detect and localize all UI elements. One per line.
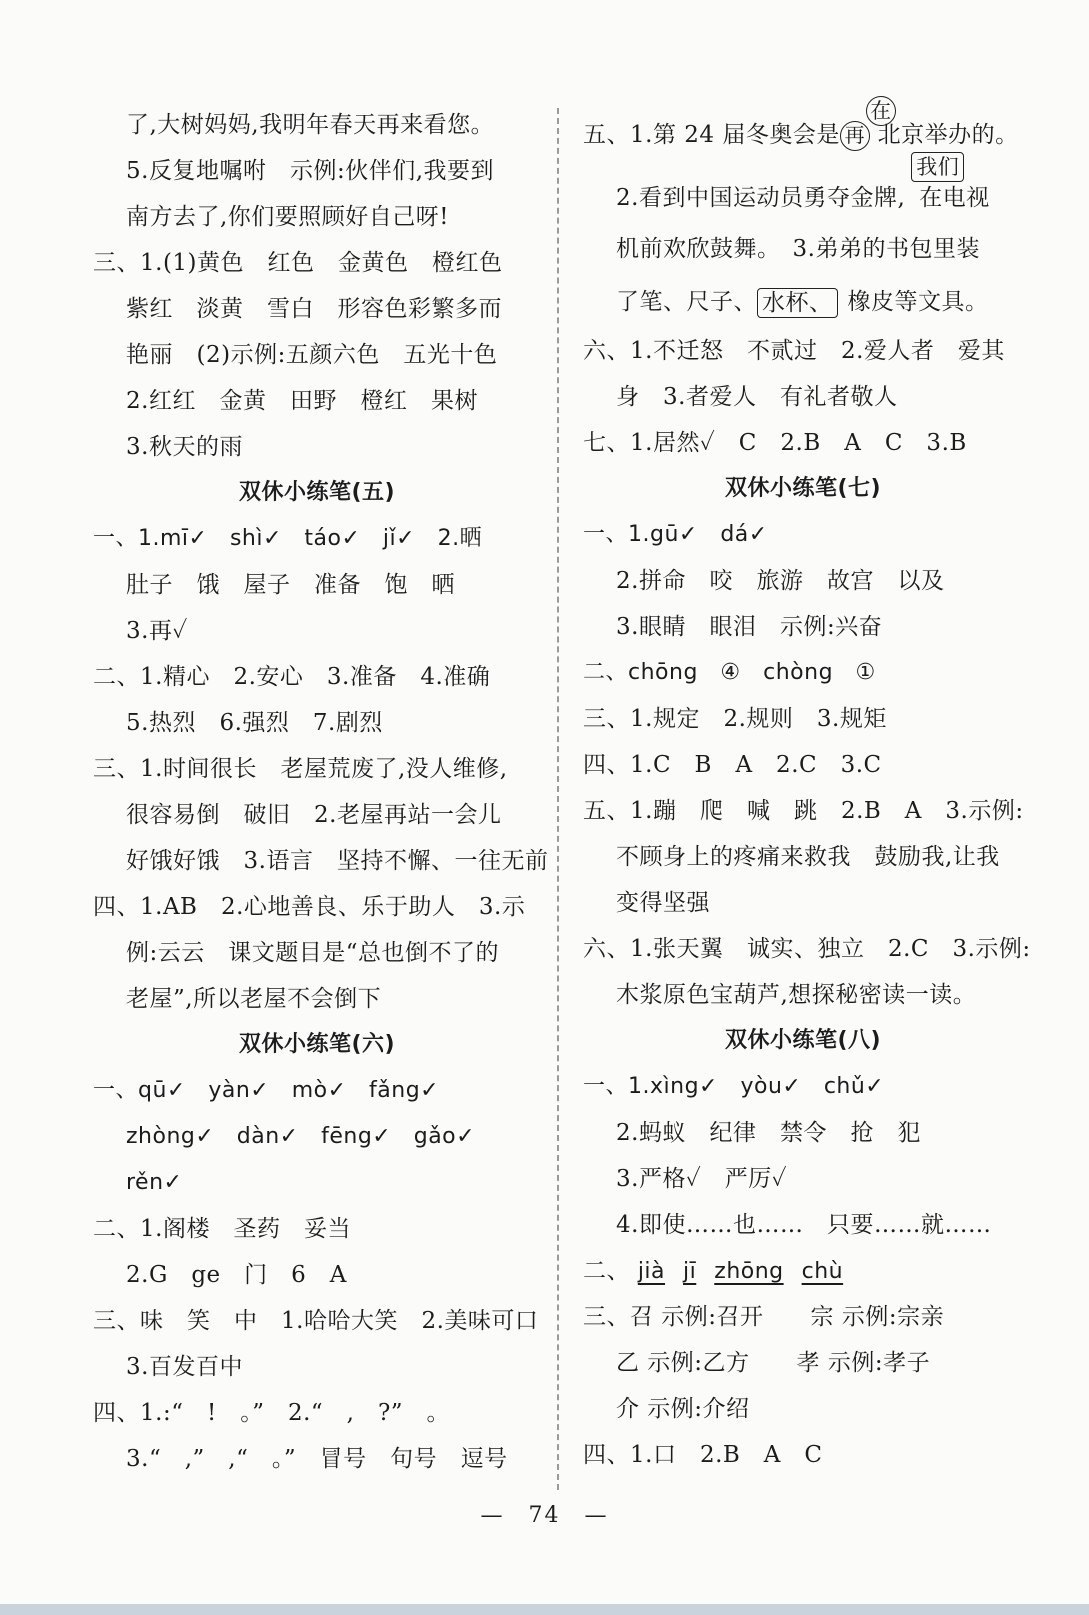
scan-edge xyxy=(0,1604,1089,1615)
answer-line: 二、chōng ④ chòng ① xyxy=(583,660,876,685)
column-divider xyxy=(557,108,559,1490)
answer-line: rěn✓ xyxy=(126,1170,183,1195)
answer-line: 3.百发百中 xyxy=(126,1354,243,1380)
answer-line: 3.眼睛 眼泪 示例:兴奋 xyxy=(616,614,883,640)
answer-line: 4.即使……也…… 只要……就…… xyxy=(616,1212,992,1238)
answer-line: 五、1.蹦 爬 喊 跳 2.B A 3.示例: xyxy=(583,798,1024,824)
section-heading: 双休小练笔(七) xyxy=(724,476,882,501)
right-column-answers-tail xyxy=(583,1294,1023,1478)
answer-line: 2.G ge 门 6 A xyxy=(126,1262,347,1288)
answer-line: 紫红 淡黄 雪白 形容色彩繁多而 xyxy=(126,296,502,322)
answer-line: 一、1.xìng✓ yòu✓ chǔ✓ xyxy=(583,1074,885,1099)
section-heading: 双休小练笔(五) xyxy=(238,480,396,505)
answer-line xyxy=(583,155,1023,226)
answer-line: 二、1.阁楼 圣药 妥当 xyxy=(93,1216,351,1242)
answer-line: 四、1.口 2.B A C xyxy=(583,1442,823,1468)
section-heading: 双休小练笔(八) xyxy=(724,1028,882,1053)
answer-line: 了,大树妈妈,我明年春天再来看您。 xyxy=(126,112,495,138)
answer-line: 3.再✓ xyxy=(126,618,188,644)
answer-line: zhòng✓ dàn✓ fēng✓ gǎo✓ xyxy=(126,1124,476,1149)
answer-line: 2.拼命 咬 旅游 故宫 以及 xyxy=(616,568,945,594)
line-text: 五、1.第 24 届冬奥会是 xyxy=(583,122,840,148)
answer-line: 2.蚂蚁 纪律 禁令 抢 犯 xyxy=(616,1120,921,1146)
line-text: 了笔、尺子、 xyxy=(616,289,757,315)
pinyin-answer: zhōng xyxy=(714,1259,784,1284)
pinyin-answer: jī xyxy=(683,1259,697,1284)
answer-line: 身 3.者爱人 有礼者敬人 xyxy=(616,384,898,410)
answer-line: 5.反复地嘱咐 示例:伙伴们,我要到 xyxy=(126,158,495,184)
answer-line: 六、1.张天翼 诚实、独立 2.C 3.示例: xyxy=(583,936,1031,962)
answer-line: 南方去了,你们要照顾好自己呀! xyxy=(126,204,450,230)
answer-line: 3.秋天的雨 xyxy=(126,434,243,460)
answer-line: 3.严格✓ 严厉✓ xyxy=(616,1166,788,1192)
answer-line: 不顾身上的疼痛来救我 鼓励我,让我 xyxy=(616,844,1000,870)
answer-line: 二、1.精心 2.安心 3.准备 4.准确 xyxy=(93,664,491,690)
answer-line: 艳丽 (2)示例:五颜六色 五光十色 xyxy=(126,342,498,368)
line-text: 橡皮等文具。 xyxy=(847,289,989,315)
answer-line: 木浆原色宝葫芦,想探秘密读一读。 xyxy=(616,982,977,1008)
answer-line: 四、1.AB 2.心地善良、乐于助人 3.示 xyxy=(93,894,526,920)
section-heading: 双休小练笔(六) xyxy=(238,1032,396,1057)
answer-line: 三、味 笑 中 1.哈哈大笑 2.美味可口 xyxy=(93,1308,539,1334)
answer-line: 肚子 饿 屋子 准备 饱 晒 xyxy=(126,572,455,598)
answer-line xyxy=(583,1248,1023,1294)
answer-line: 一、1.mī✓ shì✓ táo✓ jǐ✓ 2.晒 xyxy=(93,526,483,551)
right-column-answers xyxy=(583,328,1031,1248)
answer-line: 三、1.(1)黄色 红色 金黄色 橙红色 xyxy=(93,250,503,276)
answer-line: 5.热烈 6.强烈 7.剧烈 xyxy=(126,710,383,736)
answer-line: 三、召 示例:召开 宗 示例:宗亲 xyxy=(583,1304,945,1330)
answer-line: 介 示例:介绍 xyxy=(616,1396,750,1422)
line-text: 2.看到中国运动员勇夺金牌, xyxy=(616,185,906,211)
answer-line: 老屋”,所以老屋不会倒下 xyxy=(126,986,382,1012)
line-text: 二、 xyxy=(583,1258,630,1284)
answer-line: 一、qū✓ yàn✓ mò✓ fǎng✓ xyxy=(93,1078,440,1103)
page-number: — 74 — xyxy=(480,1503,609,1528)
answer-line: 四、1.:“ ! 。” 2.“ , ?” 。 xyxy=(93,1400,451,1426)
answer-line: 三、1.规定 2.规则 3.规矩 xyxy=(583,706,887,732)
answer-line: 3.“ ,” ,“ 。” 冒号 句号 逗号 xyxy=(126,1446,508,1472)
pinyin-answer: jià xyxy=(637,1259,666,1284)
answer-line: 好饿好饿 3.语言 坚持不懈、一往无前 xyxy=(126,848,549,874)
answer-line: 很容易倒 破旧 2.老屋再站一会儿 xyxy=(126,802,502,828)
replacement-char: 在 xyxy=(866,96,896,126)
right-column xyxy=(583,99,1031,1478)
deletion-box: 水杯、 xyxy=(757,288,838,318)
answer-line xyxy=(583,272,1023,328)
answer-line: 乙 示例:乙方 孝 示例:孝子 xyxy=(616,1350,931,1376)
answer-line: 一、1.gū✓ dá✓ xyxy=(583,522,768,547)
answer-line: 四、1.C B A 2.C 3.C xyxy=(583,752,882,778)
answer-line: 2.红红 金黄 田野 橙红 果树 xyxy=(126,388,478,414)
left-column xyxy=(93,102,549,1482)
correction-mark xyxy=(840,99,892,168)
pinyin-answer: chù xyxy=(801,1259,844,1284)
line-text: 在电视 xyxy=(919,185,990,211)
answer-line: 例:云云 课文题目是“总也倒不了的 xyxy=(126,940,500,966)
answer-line: 三、1.时间很长 老屋荒废了,没人维修, xyxy=(93,756,508,782)
line-text: 北京举办的。 xyxy=(877,122,1019,148)
answer-line: 七、1.居然✓ C 2.B A C 3.B xyxy=(583,430,967,456)
answer-line: 变得坚强 xyxy=(616,890,710,916)
answer-line: 六、1.不迁怒 不贰过 2.爱人者 爱其 xyxy=(583,338,1005,364)
inserted-text: 我们 xyxy=(911,152,964,182)
circled-char: 再 xyxy=(840,121,870,151)
answer-line: 机前欢欣鼓舞。 3.弟弟的书包里装 xyxy=(616,236,980,262)
